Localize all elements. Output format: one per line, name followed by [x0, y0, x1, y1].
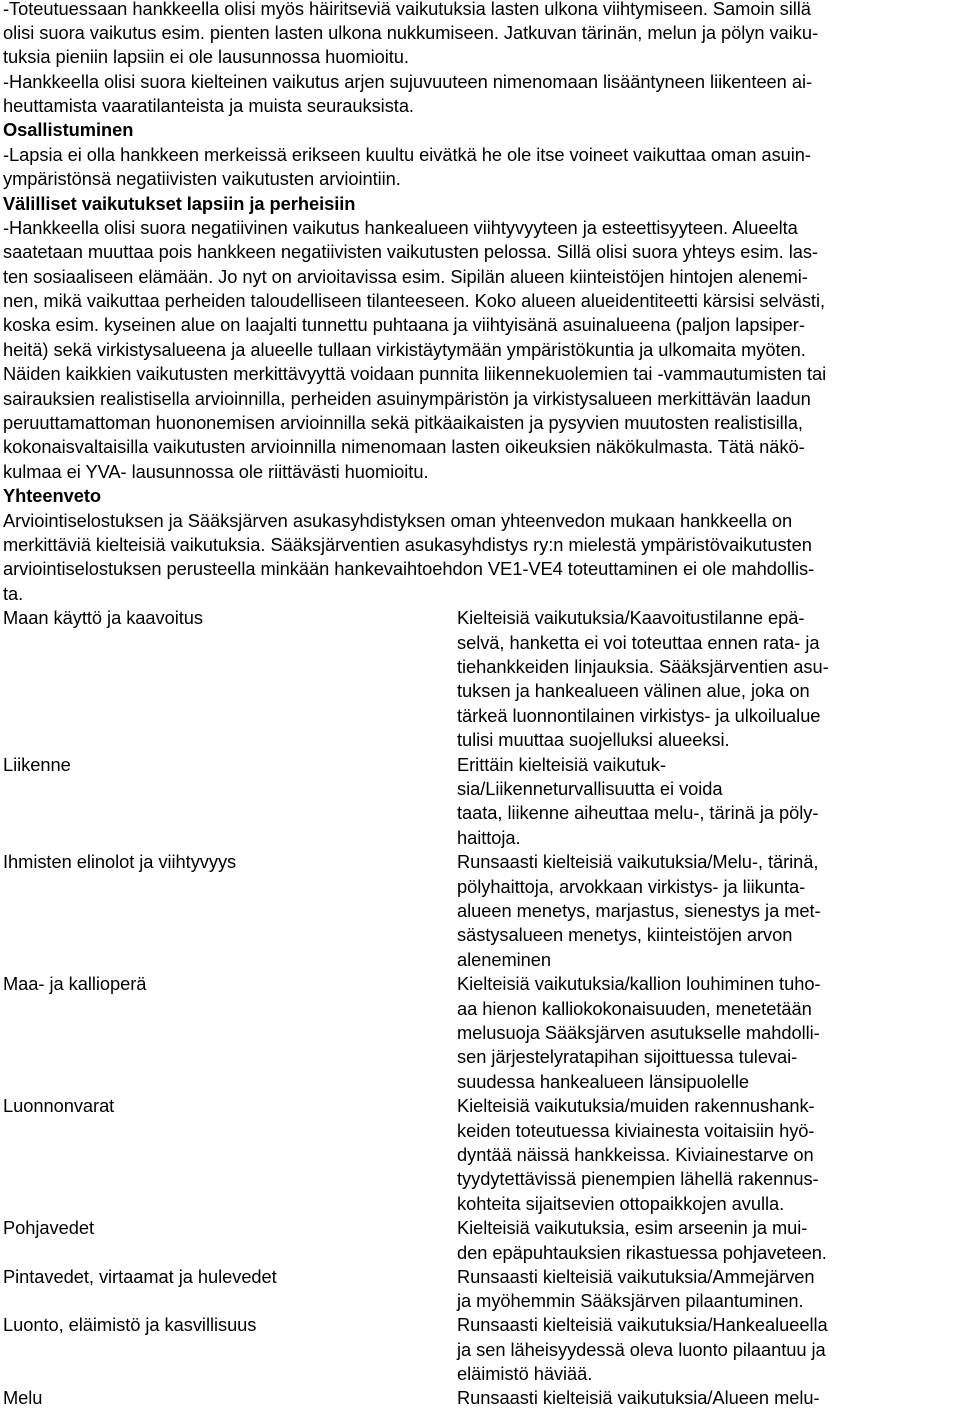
body-line: Näiden kaikkien vaikutusten merkittävyyttä voidaan punnita liikennekuolemien tai -vammautumisten tai	[3, 363, 827, 384]
body-line: koska esim. kyseinen alue on laajalti tunnettu puhtaana ja viihtyisänä asuinalueena (paljon lapsiper-	[3, 314, 805, 335]
impact-assessment-line: sen järjestelyratapihan sijoittuessa tulevai-	[457, 1046, 798, 1067]
impact-assessment-line: melusuoja Sääksjärven asutukselle mahdolli-	[457, 1022, 820, 1043]
section-heading-yhteenveto: Yhteenveto	[3, 485, 102, 506]
body-line: kokonaisvaltaisilla vaikutusten arvioinnilla nimenomaan lasten oikeuksien näkökulmasta. Tätä näkö-	[3, 436, 805, 457]
body-line: ta.	[3, 583, 24, 604]
impact-assessment-line: selvä, hanketta ei voi toteuttaa ennen rata- ja	[457, 632, 820, 653]
body-line: tuksia pieniin lapsiin ei ole lausunnossa huomioitu.	[3, 46, 409, 67]
body-line: Arviointiselostuksen ja Sääksjärven asukasyhdistyksen oman yhteenvedon mukaan hankkeella on	[3, 510, 793, 531]
body-line: ympäristönsä negatiivisten vaikutusten arviointiin.	[3, 168, 401, 189]
body-line: -Toteutuessaan hankkeella olisi myös häiritseviä vaikutuksia lasten ulkona viihtymiseen. Samoin sillä	[3, 0, 811, 19]
impact-assessment-line: Runsaasti kielteisiä vaikutuksia/Melu-, tärinä,	[457, 851, 819, 872]
impact-assessment-line: Runsaasti kielteisiä vaikutuksia/Alueen melu-	[457, 1387, 820, 1408]
body-line: saatetaan muuttaa pois hankkeen negatiivisten vaikutusten pelossa. Sillä olisi suora yhteys esim. las-	[3, 241, 818, 262]
impact-assessment-line: Runsaasti kielteisiä vaikutuksia/Hankealueella	[457, 1314, 828, 1335]
body-line: heitä) sekä virkistysalueena ja alueelle tullaan virkistäytymään ympäristökuntia ja ulkomaita myöten.	[3, 339, 806, 360]
body-line: arviointiselostuksen perusteella minkään hankevaihtoehdon VE1-VE4 toteuttaminen ei ole mahdollis-	[3, 558, 815, 579]
section-heading-valilliset-vaikutukset: Välilliset vaikutukset lapsiin ja perheisiin	[3, 193, 356, 214]
impact-topic: Pohjavedet	[3, 1217, 94, 1238]
impact-topic: Luonto, eläimistö ja kasvillisuus	[3, 1314, 257, 1335]
impact-topic: Ihmisten elinolot ja viihtyvyys	[3, 851, 237, 872]
body-line: -Hankkeella olisi suora kielteinen vaikutus arjen sujuvuuteen nimenomaan lisääntyneen liikenteen ai-	[3, 71, 812, 92]
impact-assessment-line: taata, liikenne aiheuttaa melu-, tärinä ja pöly-	[457, 802, 819, 823]
impact-topic: Melu	[3, 1387, 43, 1408]
impact-assessment-line: den epäpuhtauksien rikastuessa pohjaveteen.	[457, 1242, 827, 1263]
impact-assessment-line: aleneminen	[457, 949, 552, 970]
impact-assessment-line: keiden toteutuessa kiviainesta voitaisiin hyö-	[457, 1120, 815, 1141]
impact-assessment-line: haittoja.	[457, 827, 521, 848]
impact-assessment-line: Runsaasti kielteisiä vaikutuksia/Ammejärven	[457, 1266, 815, 1287]
impact-assessment-line: tuksen ja hankealueen välinen alue, joka on	[457, 680, 810, 701]
body-line: nen, mikä vaikuttaa perheiden taloudelliseen tilanteeseen. Koko alueen alueidentiteetti kärsisi selvästi,	[3, 290, 825, 311]
body-line: peruuttamattoman huononemisen arvioinnilla sekä pitkäaikaisten ja pysyvien muutosten realistisilla,	[3, 412, 803, 433]
impact-assessment-line: alueen menetys, marjastus, sienestys ja met-	[457, 900, 821, 921]
impact-assessment-line: aa hienon kalliokokonaisuuden, menetetään	[457, 998, 812, 1019]
impact-assessment-line: sästysalueen menetys, kiinteistöjen arvon	[457, 924, 793, 945]
impact-assessment-line: ja sen läheisyydessä oleva luonto pilaantuu ja	[457, 1339, 826, 1360]
impact-assessment-line: dyntää näissä hankkeissa. Kiviainestarve on	[457, 1144, 814, 1165]
body-line: ten sosiaaliseen elämään. Jo nyt on arvioitavissa esim. Sipilän alueen kiinteistöjen hintojen alenemi-	[3, 266, 808, 287]
body-line: merkittäviä kielteisiä vaikutuksia. Sääksjärventien asukasyhdistys ry:n mielestä ympäristövaikutusten	[3, 534, 812, 555]
body-line: kulmaa ei YVA- lausunnossa ole riittävästi huomioitu.	[3, 461, 429, 482]
impact-assessment-line: tärkeä luonnontilainen virkistys- ja ulkoilualue	[457, 705, 821, 726]
impact-assessment-line: tyydytettävissä pienempien lähellä rakennus-	[457, 1168, 819, 1189]
impact-assessment-line: ja myöhemmin Sääksjärven pilaantuminen.	[457, 1290, 804, 1311]
impact-assessment-line: Kielteisiä vaikutuksia/Kaavoitustilanne epä-	[457, 607, 805, 628]
impact-assessment-line: Kielteisiä vaikutuksia/muiden rakennushank-	[457, 1095, 815, 1116]
impact-assessment-line: suudessa hankealueen länsipuolelle	[457, 1071, 750, 1092]
impact-topic: Pintavedet, virtaamat ja hulevedet	[3, 1266, 277, 1287]
impact-assessment-line: pölyhaittoja, arvokkaan virkistys- ja liikunta-	[457, 876, 806, 897]
impact-assessment-line: eläimistö häviää.	[457, 1363, 593, 1384]
impact-topic: Maan käyttö ja kaavoitus	[3, 607, 204, 628]
body-line: -Hankkeella olisi suora negatiivinen vaikutus hankealueen viihtyvyyteen ja esteettisyyteen. Alueelta	[3, 217, 798, 238]
body-line: heuttamista vaaratilanteista ja muista seurauksista.	[3, 95, 414, 116]
body-line: sairauksien realistisella arvioinnilla, perheiden asuinympäristön ja virkistysalueen merkittävän laadun	[3, 388, 811, 409]
impact-assessment-line: sia/Liikenneturvallisuutta ei voida	[457, 778, 723, 799]
body-line: -Lapsia ei olla hankkeen merkeissä erikseen kuultu eivätkä he ole itse voineet vaikuttaa oman asuin-	[3, 144, 811, 165]
impact-assessment-line: tulisi muuttaa suojelluksi alueeksi.	[457, 729, 730, 750]
impact-assessment-line: Erittäin kielteisiä vaikutuk-	[457, 754, 666, 775]
impact-assessment-line: kohteita sijaitsevien ottopaikkojen avulla.	[457, 1193, 785, 1214]
impact-topic: Liikenne	[3, 754, 71, 775]
body-line: olisi suora vaikutus esim. pienten lasten ulkona nukkumiseen. Jatkuvan tärinän, melun ja pölyn vaiku-	[3, 22, 819, 43]
impact-topic: Maa- ja kallioperä	[3, 973, 147, 994]
impact-assessment-line: Kielteisiä vaikutuksia/kallion louhiminen tuho-	[457, 973, 821, 994]
section-heading-osallistuminen: Osallistuminen	[3, 119, 134, 140]
impact-assessment-line: tiehankkeiden linjauksia. Sääksjärventien asu-	[457, 656, 829, 677]
impact-topic: Luonnonvarat	[3, 1095, 115, 1116]
impact-assessment-line: Kielteisiä vaikutuksia, esim arseenin ja mui-	[457, 1217, 808, 1238]
